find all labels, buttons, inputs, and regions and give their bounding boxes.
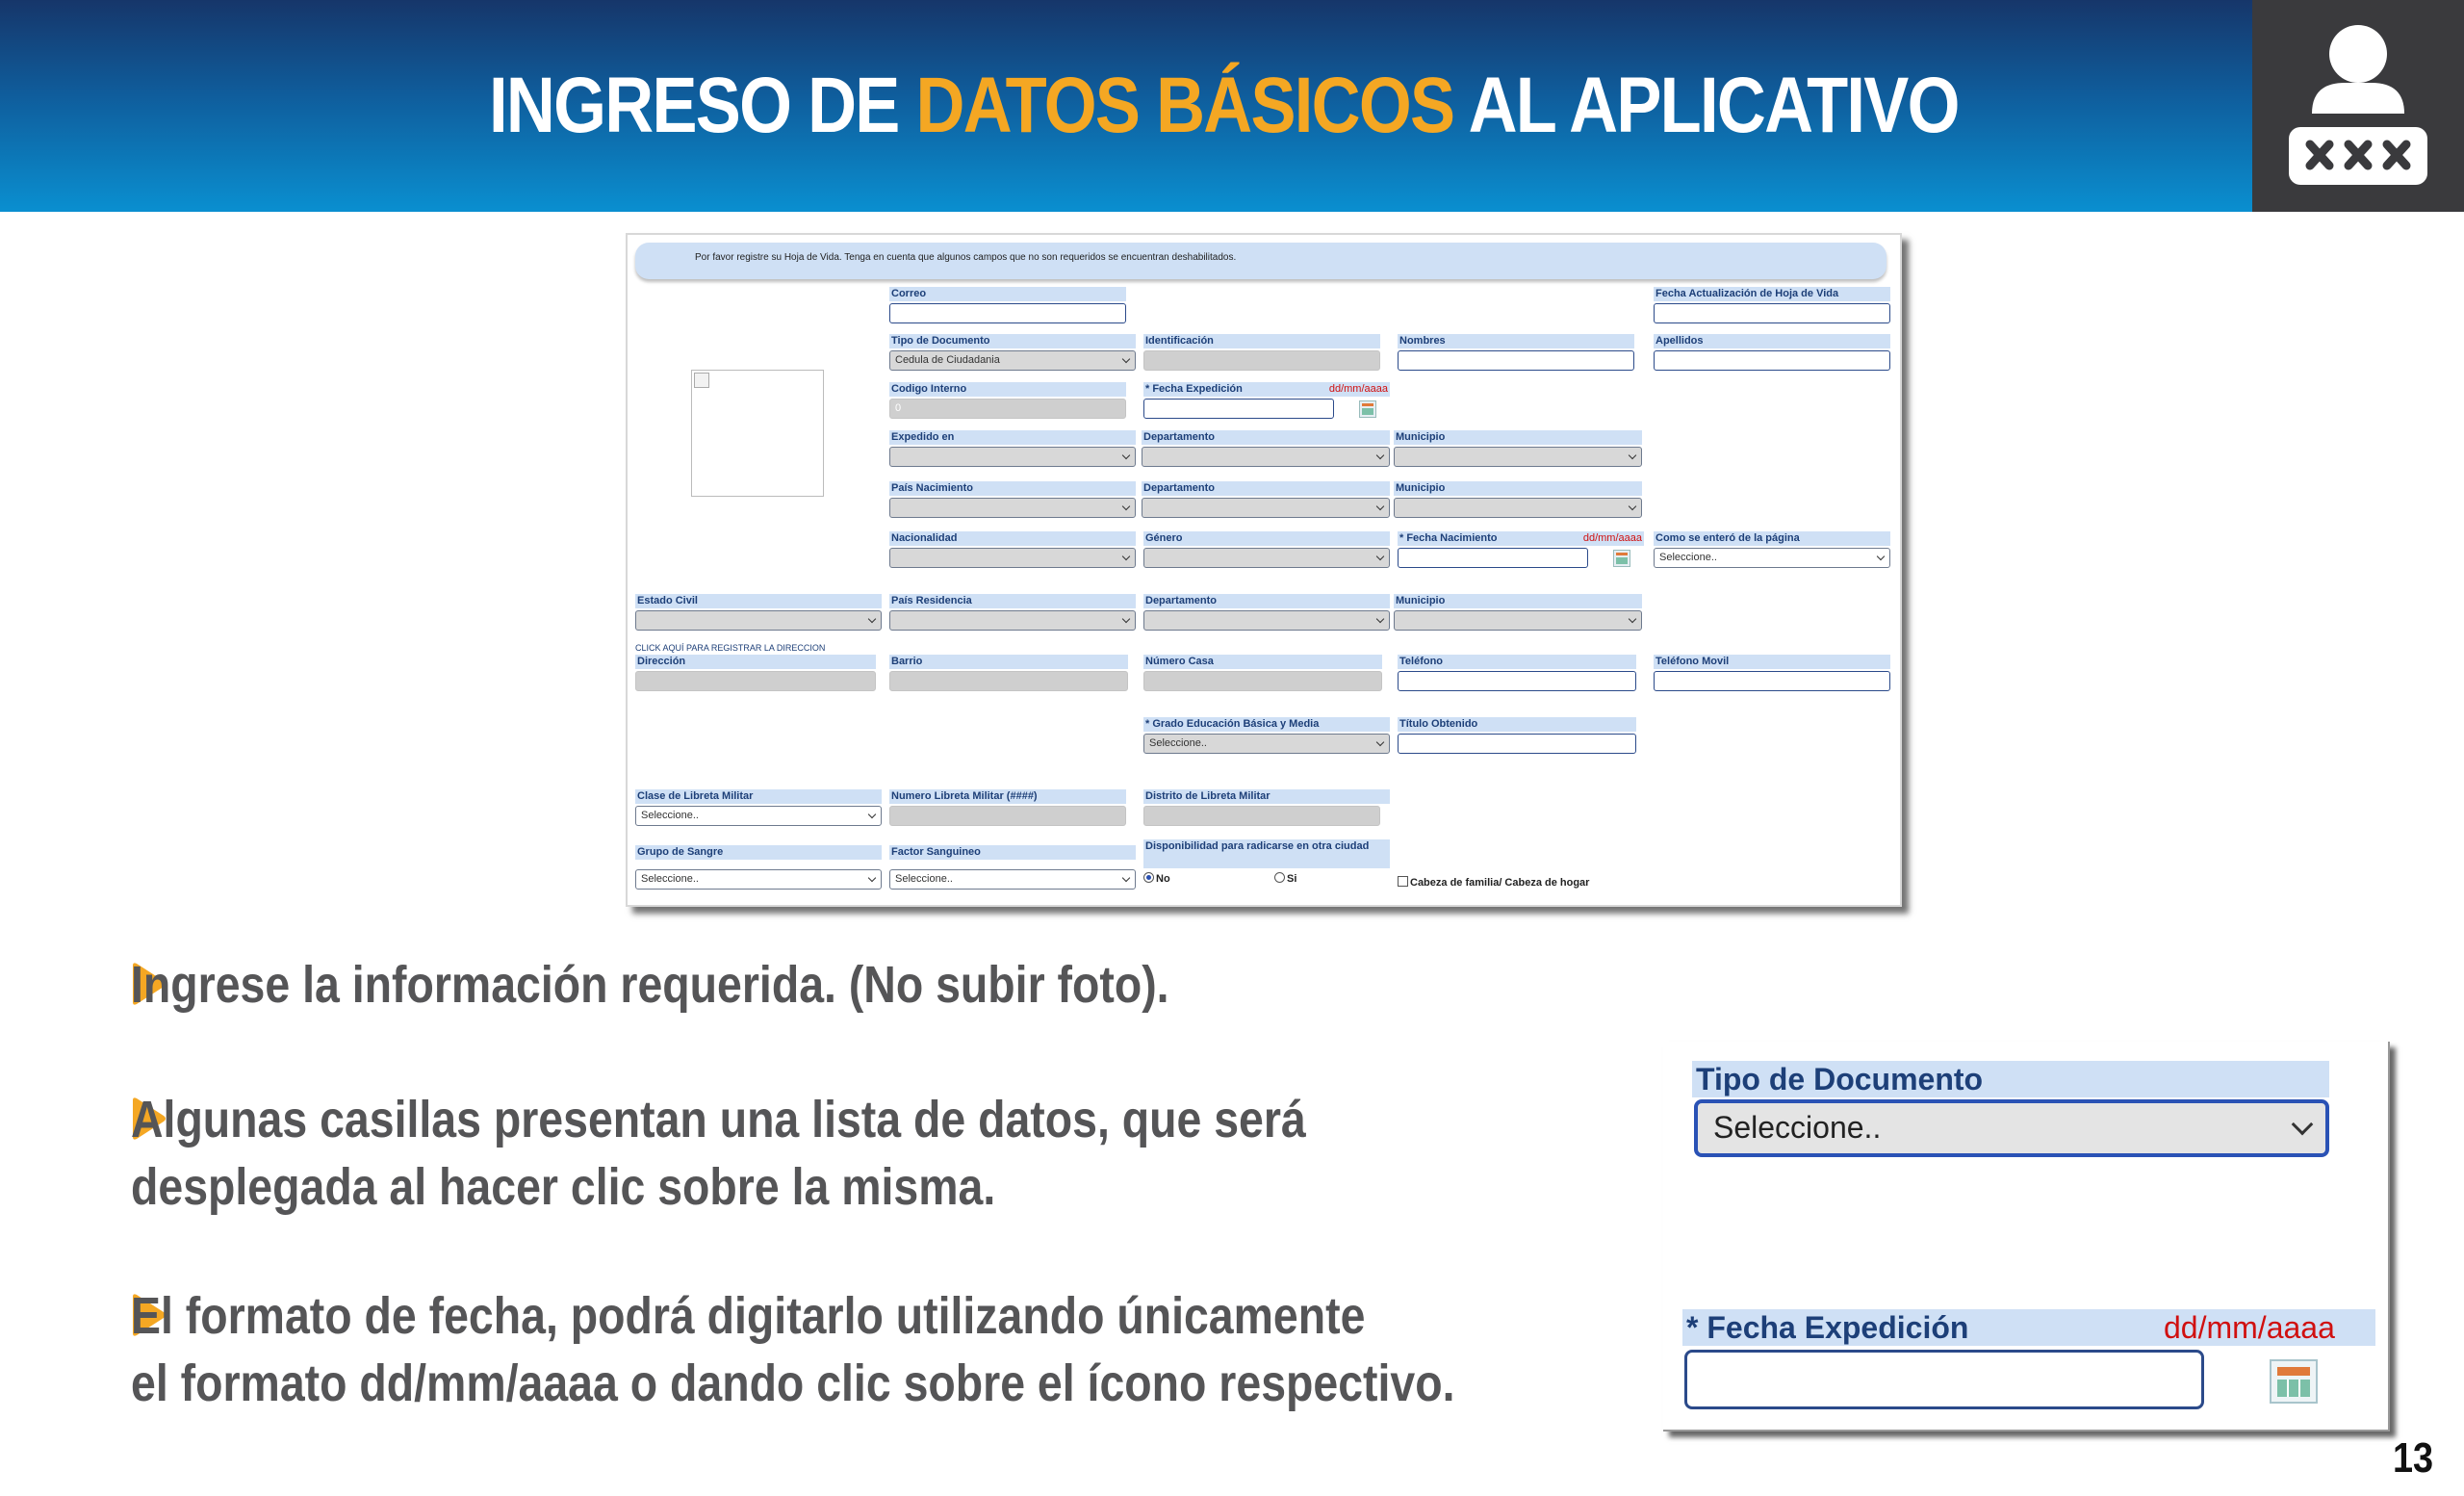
zoom-fecha-expedicion-label: * Fecha Expedición — [1682, 1309, 2375, 1346]
municipio-res-field: Municipio — [1394, 594, 1642, 631]
form-screenshot — [626, 233, 1902, 907]
zoom-screenshot — [1663, 1042, 2390, 1432]
chevron-down-icon — [1629, 451, 1636, 459]
direccion-input[interactable] — [635, 671, 876, 691]
fecha-nacimiento-input[interactable] — [1398, 548, 1588, 568]
direccion-field: Dirección — [635, 655, 876, 691]
factor-sanguineo-select[interactable]: Seleccione.. — [889, 869, 1136, 890]
calendar-icon[interactable] — [1359, 400, 1376, 418]
nacionalidad-field: Nacionalidad — [889, 531, 1136, 568]
chevron-down-icon — [1629, 615, 1636, 623]
departamento-nac-select[interactable] — [1142, 498, 1390, 518]
chevron-down-icon — [1122, 355, 1130, 363]
correo-field: Correo — [889, 287, 1126, 323]
departamento-exp-field: Departamento — [1142, 430, 1390, 467]
pais-residencia-select[interactable] — [889, 610, 1136, 631]
departamento-nac-field: Departamento — [1142, 481, 1390, 518]
municipio-exp-field: Municipio — [1394, 430, 1642, 467]
disponibilidad-field: Disponibilidad para radicarse en otra ciudad — [1143, 839, 1390, 868]
chevron-down-icon — [1122, 503, 1130, 510]
chevron-down-icon — [868, 874, 876, 882]
departamento-res-field: Departamento — [1143, 594, 1390, 631]
municipio-nac-field: Municipio — [1394, 481, 1642, 518]
nacionalidad-select[interactable] — [889, 548, 1136, 568]
clase-libreta-field: Clase de Libreta Militar Seleccione.. — [635, 789, 882, 826]
barrio-field: Barrio — [889, 655, 1128, 691]
como-se-entero-field: Como se enteró de la página Seleccione.. — [1654, 531, 1890, 568]
disponibilidad-no-radio[interactable]: No — [1143, 872, 1170, 885]
numero-casa-field: Número Casa — [1143, 655, 1382, 691]
municipio-nac-select[interactable] — [1394, 498, 1642, 518]
bullet-2: Algunas casillas presentan una lista de datos, que será desplegada al hacer clic sobre la misma. — [131, 1091, 1306, 1216]
fecha-actualizacion-field: Fecha Actualización de Hoja de Vida — [1654, 287, 1890, 323]
codigo-interno-field: Codigo Interno 0 — [889, 382, 1126, 419]
cabeza-familia-checkbox[interactable]: Cabeza de familia/ Cabeza de hogar — [1398, 876, 1589, 889]
grupo-sangre-field: Grupo de Sangre Seleccione.. — [635, 845, 882, 890]
identificacion-input[interactable] — [1143, 350, 1380, 371]
titulo-obtenido-input[interactable] — [1398, 734, 1636, 754]
factor-sanguineo-field: Factor Sanguineo Seleccione.. — [889, 845, 1136, 890]
expedido-en-select[interactable] — [889, 447, 1136, 467]
identificacion-field: Identificación — [1143, 334, 1380, 371]
form-notice: Por favor registre su Hoja de Vida. Tenga en cuenta que algunos campos que no son requeridos se encuentran deshabilitados. — [635, 243, 1886, 279]
departamento-exp-select[interactable] — [1142, 447, 1390, 467]
como-se-entero-select[interactable]: Seleccione.. — [1654, 548, 1890, 568]
fecha-actualizacion-input[interactable] — [1654, 303, 1890, 323]
chevron-down-icon — [1122, 874, 1130, 882]
disponibilidad-si-radio[interactable]: Si — [1274, 872, 1296, 885]
expedido-en-field: Expedido en — [889, 430, 1136, 467]
chevron-down-icon — [1122, 553, 1130, 560]
pais-nacimiento-select[interactable] — [889, 498, 1136, 518]
telefono-movil-field: Teléfono Movil — [1654, 655, 1890, 691]
municipio-exp-select[interactable] — [1394, 447, 1642, 467]
correo-input[interactable] — [889, 303, 1126, 323]
nombres-input[interactable] — [1398, 350, 1634, 371]
page-title: INGRESO DE DATOS BÁSICOS AL APLICATIVO — [489, 62, 1959, 149]
grado-educacion-field: * Grado Educación Básica y Media Seleccione.. — [1143, 717, 1390, 754]
zoom-date-format: dd/mm/aaaa — [2164, 1310, 2335, 1345]
fecha-nacimiento-field: * Fecha Nacimiento dd/mm/aaaa — [1398, 531, 1644, 568]
user-lock-icon — [2252, 0, 2464, 212]
estado-civil-select[interactable] — [635, 610, 882, 631]
tipo-documento-field: Tipo de Documento Cedula de Ciudadania — [889, 334, 1136, 371]
broken-image-icon — [694, 373, 709, 388]
zoom-fecha-expedicion-input[interactable] — [1684, 1350, 2204, 1409]
telefono-input[interactable] — [1398, 671, 1636, 691]
bullet-1: Ingrese la información requerida. (No subir foto). — [131, 956, 1169, 1014]
chevron-down-icon — [1376, 738, 1384, 746]
chevron-down-icon — [1877, 553, 1885, 560]
departamento-res-select[interactable] — [1143, 610, 1390, 631]
grado-educacion-select[interactable]: Seleccione.. — [1143, 734, 1390, 754]
chevron-down-icon — [1376, 615, 1384, 623]
numero-casa-input[interactable] — [1143, 671, 1382, 691]
zoom-tipo-documento-select[interactable]: Seleccione.. — [1694, 1099, 2329, 1157]
distrito-libreta-field: Distrito de Libreta Militar — [1143, 789, 1390, 826]
codigo-interno-input[interactable]: 0 — [889, 399, 1126, 419]
fecha-expedicion-field: * Fecha Expedición dd/mm/aaaa — [1143, 382, 1390, 419]
estado-civil-field: Estado Civil — [635, 594, 882, 631]
fecha-expedicion-input[interactable] — [1143, 399, 1334, 419]
calendar-icon[interactable] — [2270, 1359, 2318, 1404]
clase-libreta-select[interactable]: Seleccione.. — [635, 806, 882, 826]
grupo-sangre-select[interactable]: Seleccione.. — [635, 869, 882, 890]
apellidos-input[interactable] — [1654, 350, 1890, 371]
titulo-obtenido-field: Título Obtenido — [1398, 717, 1636, 754]
genero-select[interactable] — [1143, 548, 1390, 568]
chevron-down-icon — [2292, 1114, 2314, 1136]
chevron-down-icon — [1376, 503, 1384, 510]
chevron-down-icon — [1122, 451, 1130, 459]
nombres-field: Nombres — [1398, 334, 1634, 371]
telefono-movil-input[interactable] — [1654, 671, 1890, 691]
municipio-res-select[interactable] — [1394, 610, 1642, 631]
chevron-down-icon — [1376, 451, 1384, 459]
distrito-libreta-input[interactable] — [1143, 806, 1380, 826]
pais-residencia-field: País Residencia — [889, 594, 1136, 631]
numero-libreta-field: Numero Libreta Militar (####) — [889, 789, 1126, 826]
barrio-input[interactable] — [889, 671, 1128, 691]
bullet-3: El formato de fecha, podrá digitarlo utilizando únicamente el formato dd/mm/aaaa o dando clic sobre el ícono respectivo. — [131, 1287, 1455, 1412]
apellidos-field: Apellidos — [1654, 334, 1890, 371]
zoom-tipo-documento-label: Tipo de Documento — [1692, 1061, 2329, 1097]
chevron-down-icon — [1376, 553, 1384, 560]
genero-field: Género — [1143, 531, 1390, 568]
calendar-icon[interactable] — [1613, 550, 1630, 567]
direccion-link[interactable]: CLICK AQUÍ PARA REGISTRAR LA DIRECCION — [635, 643, 826, 653]
photo-placeholder[interactable] — [691, 370, 824, 497]
tipo-documento-select[interactable]: Cedula de Ciudadania — [889, 350, 1136, 371]
numero-libreta-input[interactable] — [889, 806, 1126, 826]
telefono-field: Teléfono — [1398, 655, 1636, 691]
page-number: 13 — [2393, 1434, 2434, 1482]
chevron-down-icon — [868, 811, 876, 818]
chevron-down-icon — [1122, 615, 1130, 623]
chevron-down-icon — [868, 615, 876, 623]
chevron-down-icon — [1629, 503, 1636, 510]
pais-nacimiento-field: País Nacimiento — [889, 481, 1136, 518]
